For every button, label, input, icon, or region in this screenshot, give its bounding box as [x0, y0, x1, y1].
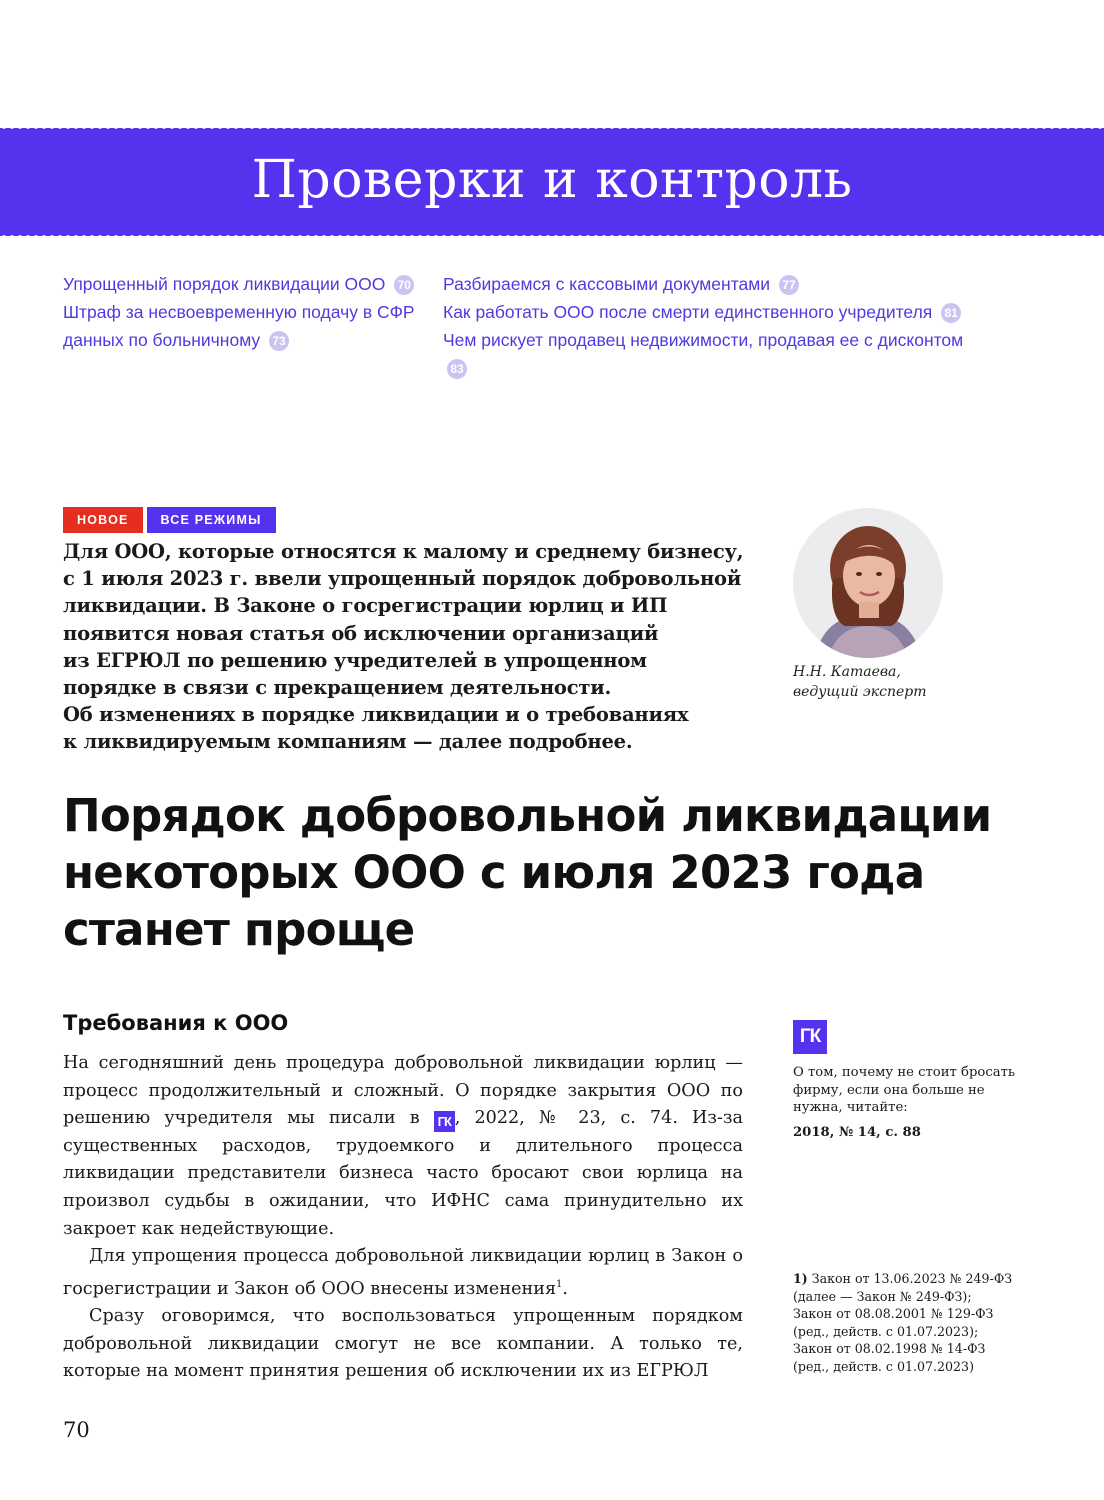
author-photo — [793, 508, 943, 658]
toc-page-badge: 81 — [941, 303, 961, 323]
toc-page-badge: 70 — [394, 275, 414, 295]
article-lead: Для ООО, которые относятся к малому и среднему бизнесу, с 1 июля 2023 г. ввели упрощенный порядок добровольной ликвидации. В Законе о госрегистрации юрлиц и ИП появится новая статья об исключении организаций из ЕГРЮЛ по решению учредителей в упрощенном порядке в связи с прекращением деятельности. Об изменениях в порядке ликвидации и о требованиях к ликвидируемым компаниям — далее подробнее. — [63, 540, 744, 754]
banner-top-edge — [0, 126, 1104, 132]
body-text-segment: На сегодняшний день процедура добровольной ликвидации юрлиц — процесс продолжительный и сложный. О порядке закрытия ООО по решению учредителя мы писали в — [63, 1053, 743, 1129]
article-tags — [63, 507, 280, 533]
footnote-mark: 1 — [556, 1278, 563, 1290]
footnote-number: 1) — [793, 1271, 808, 1286]
toc-item-label[interactable]: Чем рискует продавец недвижимости, продавая ее с дисконтом — [443, 330, 964, 350]
toc-item[interactable] — [63, 298, 423, 326]
toc-item-label[interactable]: Упрощенный порядок ликвидации ООО — [63, 274, 386, 294]
author-caption — [793, 662, 927, 702]
side-note-reference[interactable]: 2018, № 14, с. 88 — [793, 1124, 921, 1140]
toc-item[interactable] — [443, 298, 983, 326]
side-note-text: О том, почему не стоит бросать фирму, если она больше не нужна, читайте: — [793, 1065, 1016, 1115]
author-portrait-icon — [793, 508, 943, 658]
banner-bottom-edge — [0, 232, 1104, 238]
body-text-segment: Для упрощения процесса добровольной ликвидации юрлиц в Закон о госрегистрации и Закон об ООО внесены изменения — [63, 1246, 743, 1299]
author-role: ведущий эксперт — [793, 684, 927, 700]
tag-new: НОВОЕ — [63, 507, 143, 533]
toc-item-label[interactable]: данных по больничному — [63, 330, 261, 350]
body-paragraph — [63, 1243, 743, 1303]
toc-item[interactable] — [443, 270, 983, 298]
side-note — [793, 1020, 1033, 1143]
section-title: Проверки и контроль — [251, 150, 853, 210]
toc-page-badge: 83 — [447, 359, 467, 379]
toc-item[interactable] — [443, 326, 983, 382]
toc-item-label[interactable]: Штраф за несвоевременную подачу в СФР — [63, 302, 415, 322]
toc-page-badge: 73 — [269, 331, 289, 351]
footnote-text: Закон от 13.06.2023 № 249-ФЗ (далее — Закон № 249-ФЗ); Закон от 08.08.2001 № 129-ФЗ (ред., действ. с 01.07.2023); Закон от 08.02.1998 № 14-ФЗ (ред., действ. с 01.07.2023) — [793, 1271, 1013, 1374]
page-number: 70 — [63, 1418, 90, 1442]
toc-item[interactable] — [63, 270, 423, 298]
body-text-segment: , 2022, № 23, с. 74. Из-за существенных расходов, трудоемкого и длительного процесса ликвидации представители бизнеса часто бросают свои юрлица на произвол судьбы в ожидании, что ИФНС сама принудительно их закроет как недействующие. — [63, 1108, 744, 1239]
toc-item-label[interactable]: Как работать ООО после смерти единственного учредителя — [443, 302, 933, 322]
toc-left-column — [63, 270, 423, 354]
tag-all-modes: ВСЕ РЕЖИМЫ — [147, 507, 276, 533]
footnote — [793, 1270, 1043, 1375]
body-text-segment: . — [562, 1278, 569, 1299]
gk-logo-icon: ГК — [434, 1111, 455, 1132]
article-body — [63, 1050, 743, 1386]
toc-right-column — [443, 270, 983, 382]
toc-page-badge: 77 — [779, 275, 799, 295]
toc-item-label[interactable]: Разбираемся с кассовыми документами — [443, 274, 771, 294]
toc-item[interactable] — [63, 326, 423, 354]
body-text-segment: Сразу оговоримся, что воспользоваться упрощенным порядком добровольной ликвидации смогут не все компании. А только те, которые на момент принятия решения об исключении их из ЕГРЮЛ — [63, 1306, 743, 1382]
body-paragraph — [63, 1050, 743, 1243]
body-paragraph — [63, 1303, 743, 1386]
author-name: Н.Н. Катаева, — [793, 664, 901, 680]
gk-logo-icon: ГК — [793, 1020, 827, 1054]
section-subheading: Требования к ООО — [63, 1011, 289, 1035]
article-headline: Порядок добровольной ликвидации некоторых ООО с июля 2023 года станет проще — [63, 789, 992, 956]
